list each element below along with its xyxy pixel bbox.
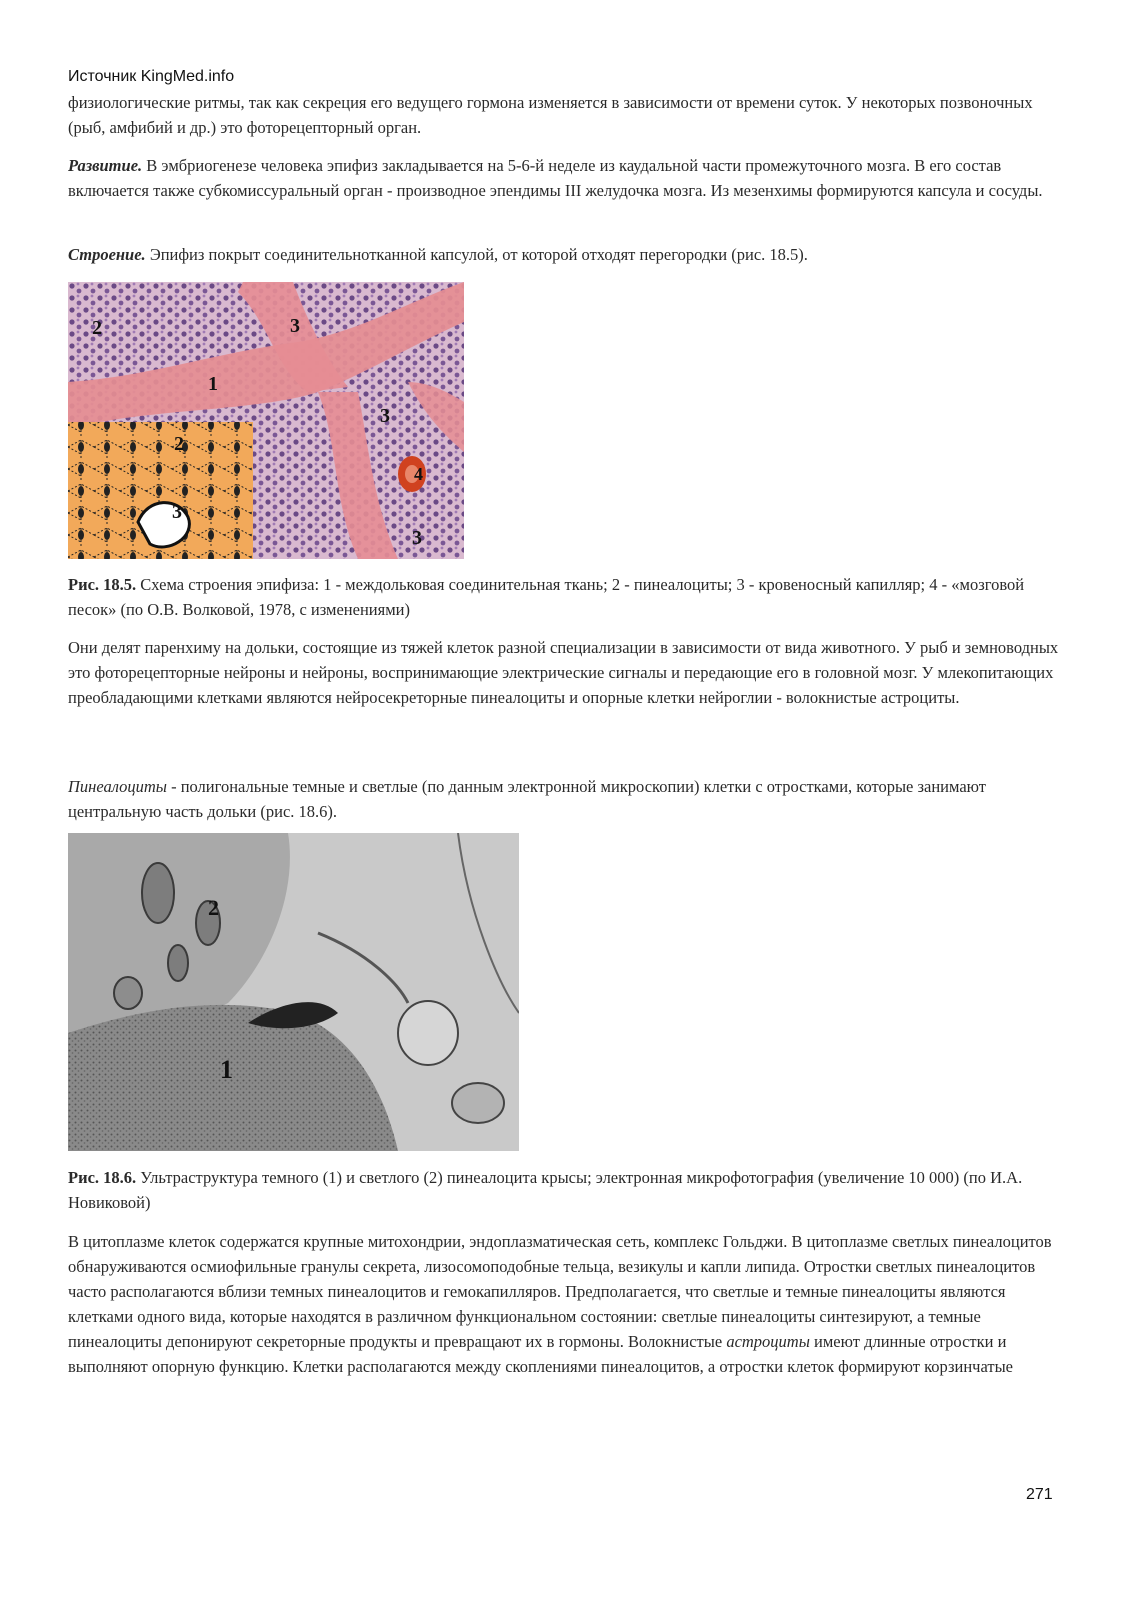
cytoplasm-text-a: В цитоплазме клеток содержатся крупные митохондрии, эндоплазматическая сеть, комплекс Гольджи. В цитоплазме светлых пинеалоцитов обнаруживаются осмиофильные гранулы секрета, лизосомоподобные тельца, везикулы и капли липида. Отростки светлых пинеалоцитов часто располагаются вблизи темных пинеалоцитов и гемокапилляров. Предполагается, что светлые и темные пинеалоциты являются клетками одного вида, которые находятся в различном функциональном состоянии: светлые пинеалоциты синтезируют, а темные пинеалоциты депонируют секреторные продукты и превращают их в гормоны. Волокнистые: [68, 1232, 1052, 1351]
pinealocytes-text: - полигональные темные и светлые (по данным электронной микроскопии) клетки с отростками, которые занимают центральную часть дольки (рис. 18.6).: [68, 777, 986, 821]
development-text: В эмбриогенезе человека эпифиз закладывается на 5-6-й неделе из каудальной части промежуточного мозга. В его состав включается также субкомиссуральный орган - производное эпендимы III желудочка мозга. Из мезенхимы формируются капсула и сосуды.: [68, 156, 1043, 200]
source-header: Источник KingMed.info: [68, 68, 235, 85]
fig186-label-2: 2: [208, 895, 219, 920]
fig185-label-4: 4: [414, 464, 423, 484]
paragraph-lobules: [68, 635, 1068, 710]
paragraph-intro: [68, 90, 1068, 140]
development-heading: Развитие.: [68, 156, 143, 175]
fig185-caption-text: Схема строения эпифиза: 1 - междольковая соединительная ткань; 2 - пинеалоциты; 3 - кровеносный капилляр; 4 - «мозговой песок» (по О.В. Волковой, 1978, с изменениями): [68, 575, 1025, 619]
figure-18-6-image: [68, 833, 519, 1151]
fig186-caption-text: Ультраструктура темного (1) и светлого (2) пинеалоцита крысы; электронная микрофотография (увеличение 10 000) (по И.А. Новиковой): [68, 1168, 1023, 1212]
paragraph-development: [68, 153, 1068, 203]
fig186-caption-label: Рис. 18.6.: [68, 1168, 137, 1187]
fig185-label-3-scheme: 3: [172, 501, 182, 523]
paragraph-cytoplasm: [68, 1229, 1068, 1379]
paragraph-lobules-text: Они делят паренхиму на дольки, состоящие из тяжей клеток разной специализации в зависимости от вида животного. У рыб и земноводных это фоторецепторные нейроны и нейроны, воспринимающие электрические сигналы и передающие его в головной мозг. У млекопитающих преобладающими клетками являются нейросекреторные пинеалоциты и опорные клетки нейроглии - волокнистые астроциты.: [68, 638, 1059, 707]
fig185-caption-label: Рис. 18.5.: [68, 575, 137, 594]
fig185-label-2-scheme: 2: [174, 433, 184, 455]
structure-text: Эпифиз покрыт соединительнотканной капсулой, от которой отходят перегородки (рис. 18.5).: [145, 245, 808, 264]
fig185-label-2-top: 2: [92, 317, 102, 339]
figure-18-6-caption: [68, 1165, 1068, 1215]
figure-18-5-image: [68, 282, 464, 559]
structure-heading: Строение.: [68, 245, 146, 264]
fig185-label-3-bottom: 3: [412, 527, 422, 549]
cytoplasm-text-b: имеют длинные отростки и выполняют опорную функцию. Клетки располагаются между скоплениями пинеалоцитов, а отростки клеток формируют корзинчатые: [68, 1332, 1013, 1376]
astrocytes-term: астроциты: [726, 1332, 810, 1351]
fig186-label-1: 1: [220, 1055, 233, 1084]
fig185-label-1: 1: [208, 373, 218, 395]
paragraph-pinealocytes: [68, 774, 1068, 824]
page-number: 271: [1026, 1486, 1053, 1503]
figure-18-5-caption: [68, 572, 1068, 622]
electron-micrograph-illustration: [68, 833, 519, 1151]
pineal-histology-illustration: [68, 282, 464, 559]
fig185-label-3-top: 3: [290, 315, 300, 337]
paragraph-intro-text: физиологические ритмы, так как секреция его ведущего гормона изменяется в зависимости от времени суток. У некоторых позвоночных (рыб, амфибий и др.) это фоторецепторный орган.: [68, 93, 1033, 137]
pinealocytes-term: Пинеалоциты: [68, 777, 167, 796]
fig185-label-3-middle: 3: [380, 405, 390, 427]
paragraph-structure: [68, 242, 1068, 267]
